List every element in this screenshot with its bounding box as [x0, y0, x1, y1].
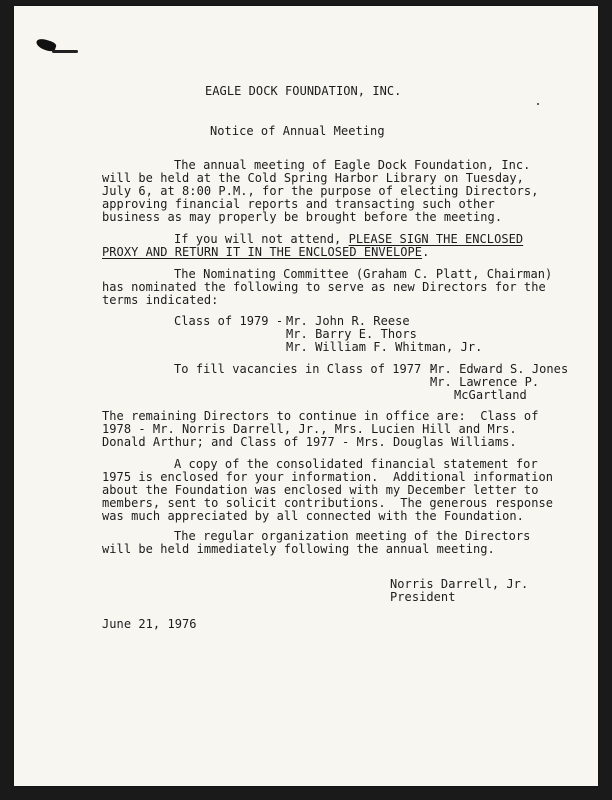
notice-title: Notice of Annual Meeting: [210, 124, 385, 138]
proxy-intro: If you will not attend,: [174, 232, 349, 246]
para4-line: Donald Arthur; and Class of 1977 - Mrs. Douglas Williams.: [102, 435, 517, 449]
proxy-instruction-line: [102, 246, 429, 259]
para5-line: 1975 is enclosed for your information. Additional information: [102, 470, 554, 484]
class-1979-label: Class of 1979 -: [174, 314, 291, 328]
para5-line: about the Foundation was enclosed with my December letter to: [102, 483, 539, 497]
para4-line: The remaining Directors to continue in office are: Class of: [102, 409, 539, 423]
letter-page: [14, 6, 598, 786]
proxy-emphasis: PLEASE SIGN THE ENCLOSED: [348, 232, 524, 246]
para5-line: A copy of the consolidated financial statement for: [174, 457, 538, 471]
letter-heading: EAGLE DOCK FOUNDATION, INC.: [205, 84, 402, 98]
nominee-name: Mr. Lawrence P.: [430, 375, 540, 389]
speck: [537, 103, 539, 105]
proxy-end: .: [422, 245, 430, 259]
para5-line: members, sent to solicit contributions. The generous response: [102, 496, 554, 510]
para1-line: The annual meeting of Eagle Dock Foundation, Inc.: [174, 158, 531, 172]
para1-line: July 6, at 8:00 P.M., for the purpose of electing Directors,: [102, 184, 539, 198]
para6-line: will be held immediately following the annual meeting.: [102, 542, 495, 556]
signatory-title: President: [390, 590, 456, 604]
ink-blot-tail: [52, 50, 78, 53]
para3-line: The Nominating Committee (Graham C. Platt, Chairman): [174, 267, 553, 281]
para6-line: The regular organization meeting of the Directors: [174, 529, 531, 543]
para3-line: has nominated the following to serve as new Directors for the: [102, 280, 546, 294]
para3-line: terms indicated:: [102, 293, 219, 307]
nominee-name: Mr. William F. Whitman, Jr.: [286, 340, 483, 354]
nominee-name: McGartland: [454, 388, 527, 402]
para5-line: was much appreciated by all connected with the Foundation.: [102, 509, 524, 523]
vacancy-label: To fill vacancies in Class of 1977 -: [174, 362, 444, 376]
para1-line: will be held at the Cold Spring Harbor Library on Tuesday,: [102, 171, 524, 185]
para1-line: approving financial reports and transacting such other: [102, 197, 495, 211]
para1-line: business as may properly be brought before the meeting.: [102, 210, 503, 224]
nominee-name: Mr. Edward S. Jones: [430, 362, 569, 376]
proxy-emphasis: PROXY AND RETURN IT IN THE ENCLOSED ENVELOPE: [102, 245, 423, 259]
para4-line: 1978 - Mr. Norris Darrell, Jr., Mrs. Lucien Hill and Mrs.: [102, 422, 517, 436]
nominee-name: Mr. John R. Reese: [286, 314, 410, 328]
nominee-name: Mr. Barry E. Thors: [286, 327, 417, 341]
signatory-name: Norris Darrell, Jr.: [390, 577, 529, 591]
letter-date: June 21, 1976: [102, 617, 197, 631]
